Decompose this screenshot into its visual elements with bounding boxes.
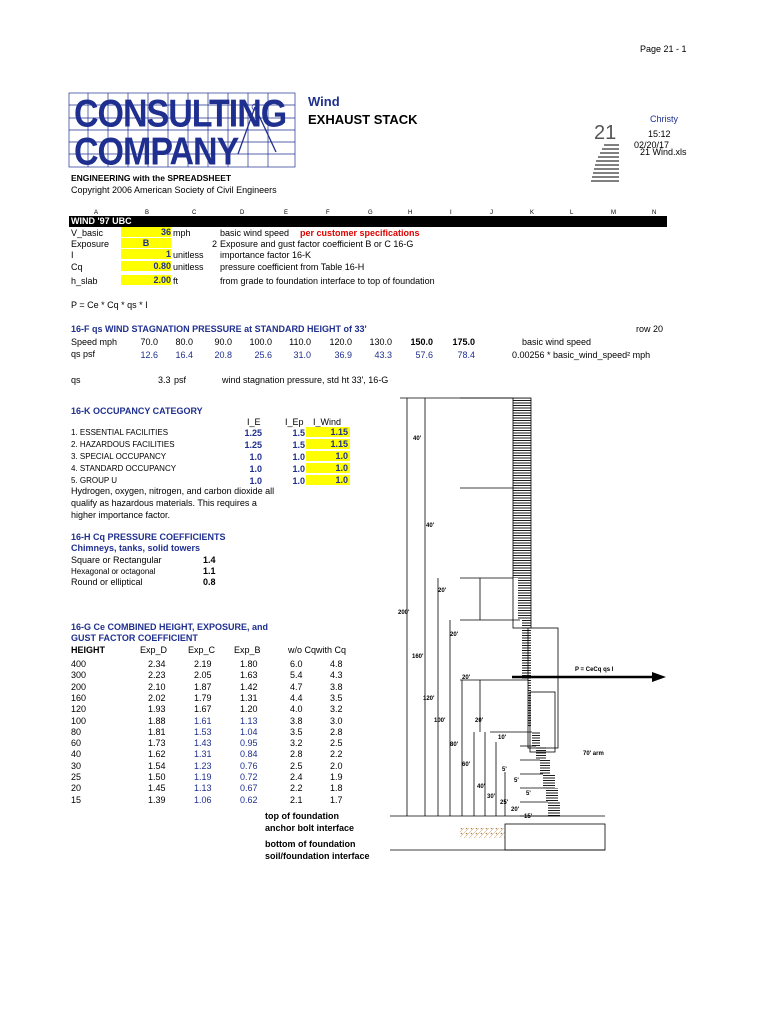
col-letter: J [490, 210, 493, 216]
ce-cell: 4.0 [290, 704, 303, 715]
dim-label: 120' [423, 696, 435, 702]
occupancy-ie: 1.0 [249, 476, 262, 486]
occupancy-iep: 1.5 [292, 440, 305, 450]
ce-header: Exp_C [188, 645, 216, 655]
occupancy-label: 3. SPECIAL OCCUPANCY [71, 452, 167, 461]
file-name: 21 Wind.xls [640, 147, 687, 157]
ce-cell: 4.8 [330, 659, 343, 669]
col-letter: G [368, 210, 373, 216]
occupancy-ie: 1.0 [249, 452, 262, 462]
page-number: Page 21 - 1 [640, 44, 687, 54]
tagline: ENGINEERING with the SPREADSHEET [71, 173, 232, 183]
speed-cell: 130.0 [369, 337, 392, 347]
date: 02/20/17 [634, 140, 670, 150]
ce-cell: 1.20 [240, 704, 258, 715]
col-letter: H [408, 210, 413, 216]
ce-cell: 160 [71, 692, 87, 703]
ce-cell: 3.2 [330, 704, 343, 715]
ce-header: with Cq [316, 645, 347, 655]
dim-label: 20' [438, 588, 447, 594]
occupancy-iw: 1.0 [306, 451, 350, 461]
dim-label: 40' [426, 523, 435, 529]
ce-cell: 6.0 [290, 659, 303, 669]
ce-cell: 1.50 [148, 772, 166, 782]
cq-row-value: 1.4 [203, 555, 216, 565]
speed-cell: 90.0 [214, 337, 232, 347]
occupancy-iep: 1.0 [292, 476, 305, 486]
ce-cell: 25 [71, 772, 82, 782]
cq-subtitle: Chimneys, tanks, solid towers [71, 543, 201, 553]
input-unit: unitless [173, 262, 204, 272]
ce-cell: 1.19 [194, 772, 212, 782]
ce-cell: 1.53 [194, 726, 212, 737]
ce-cell: 5.4 [290, 670, 303, 681]
col-letter: L [570, 210, 574, 216]
qs-cell: 20.8 [214, 350, 232, 360]
dim-label: 60' [462, 762, 471, 768]
occupancy-ie: 1.0 [249, 464, 262, 474]
occupancy-ie: 1.25 [244, 440, 262, 450]
occupancy-iw: 1.15 [306, 439, 350, 449]
ce-cell: 30 [71, 760, 82, 771]
ce-cell: 0.72 [240, 772, 258, 782]
section-banner [69, 216, 667, 227]
ce-header: HEIGHT [71, 645, 106, 655]
dim-label: 15' [524, 814, 533, 820]
ce-cell: 3.8 [330, 681, 343, 692]
dim-label: 5' [502, 767, 507, 773]
cq-row-value: 1.1 [203, 566, 216, 576]
occupancy-iep: 1.5 [292, 428, 305, 438]
ce-cell: 1.9 [330, 772, 343, 782]
input-value[interactable]: 1 [121, 249, 171, 259]
ce-cell: 2.8 [330, 726, 343, 737]
time: 15:12 [648, 129, 671, 139]
dim-label: 5' [514, 778, 519, 784]
ce-cell: 1.06 [194, 794, 212, 805]
ce-cell: 4.3 [330, 670, 343, 681]
ce-cell: 2.4 [290, 772, 303, 782]
qs-cell: 36.9 [334, 350, 352, 360]
qs-cell: 78.4 [457, 350, 475, 360]
ce-cell: 1.31 [194, 749, 212, 760]
occupancy-header-ie: I_E [247, 417, 261, 427]
input-name: h_slab [71, 276, 98, 286]
ce-cell: 3.5 [330, 692, 343, 703]
speed-cell: 100.0 [249, 337, 272, 347]
dim-label: 20' [462, 675, 471, 681]
col-letter: M [611, 210, 616, 216]
dim-label: 5' [526, 791, 531, 797]
occupancy-label: 4. STANDARD OCCUPANCY [71, 464, 177, 473]
sheet-number: 21 [594, 122, 617, 144]
ce-cell: 1.43 [194, 738, 212, 749]
ce-cell: 2.10 [148, 681, 166, 692]
ce-cell: 2.1 [290, 794, 303, 805]
ce-cell: 40 [71, 749, 82, 760]
input-name: Exposure [71, 239, 110, 249]
speed-cell: 70.0 [140, 337, 158, 347]
speed-cell: 120.0 [329, 337, 352, 347]
stack-drawing [380, 392, 670, 872]
section-16f-title: 16-F qs WIND STAGNATION PRESSURE at STANDARD HEIGHT of 33' [71, 324, 367, 334]
doc-title: Wind [308, 94, 340, 109]
ce-title-2: GUST FACTOR COEFFICIENT [71, 633, 198, 643]
qs-cell: 25.6 [254, 350, 272, 360]
occupancy-ie: 1.25 [244, 428, 262, 438]
occupancy-label: 2. HAZARDOUS FACILITIES [71, 440, 175, 449]
ce-cell: 1.45 [148, 783, 166, 794]
input-note: per customer specifications [300, 228, 420, 238]
qs-cell: 57.6 [415, 350, 433, 360]
ce-cell: 1.13 [240, 715, 258, 726]
force-label: P = CeCq qs I [575, 667, 614, 673]
dim-label: 200' [398, 610, 410, 616]
dim-label: 160' [412, 654, 424, 660]
input-unit: unitless [173, 250, 204, 260]
ce-cell: 3.2 [290, 738, 303, 749]
occupancy-title: 16-K OCCUPANCY CATEGORY [71, 406, 203, 416]
ce-cell: 4.7 [290, 681, 303, 692]
ce-cell: 2.19 [194, 659, 212, 669]
ce-cell: 2.5 [330, 738, 343, 749]
ce-header: w/o Cq [288, 645, 317, 655]
occupancy-iw: 1.15 [306, 427, 350, 437]
ce-cell: 400 [71, 659, 87, 669]
input-desc: basic wind speed [220, 228, 290, 238]
input-name: Cq [71, 262, 83, 272]
qs-cell: 43.3 [374, 350, 392, 360]
ce-cell: 3.5 [290, 726, 303, 737]
qs-value: 3.3 [158, 375, 171, 385]
ce-cell: 0.95 [240, 738, 258, 749]
ce-cell: 1.61 [194, 715, 212, 726]
ce-cell: 80 [71, 726, 82, 737]
dim-label: 40' [477, 784, 486, 790]
speed-cell: 80.0 [175, 337, 193, 347]
ce-cell: 1.54 [148, 760, 166, 771]
input-desc: pressure coefficient from Table 16-H [220, 262, 365, 272]
author: Christy [650, 114, 679, 124]
ce-cell: 1.13 [194, 783, 212, 794]
ce-cell: 120 [71, 704, 87, 715]
qs-desc: 0.00256 * basic_wind_speed² mph [512, 350, 651, 360]
cq-row-label: Hexagonal or octagonal [71, 567, 156, 576]
occupancy-iep: 1.0 [292, 452, 305, 462]
input-value[interactable]: 36 [121, 227, 171, 237]
qs-value-label: qs [71, 375, 81, 385]
col-letter: B [145, 210, 150, 216]
qs-cell: 12.6 [140, 350, 158, 360]
ce-cell: 1.8 [330, 783, 343, 794]
occupancy-note-3: higher importance factor. [71, 510, 171, 520]
ce-cell: 0.84 [240, 749, 258, 760]
dim-label: 100' [434, 718, 446, 724]
dim-label: 20' [511, 807, 520, 813]
soil-label-2: soil/foundation interface [265, 851, 370, 861]
ce-cell: 2.0 [330, 760, 343, 771]
ce-cell: 300 [71, 670, 87, 681]
dim-label: 10' [498, 735, 507, 741]
doc-subtitle: EXHAUST STACK [308, 112, 418, 127]
ce-cell: 2.8 [290, 749, 303, 760]
logo-line1: CONSULTING [74, 92, 287, 136]
ce-cell: 1.93 [148, 704, 166, 715]
ce-cell: 2.23 [148, 670, 166, 681]
ce-cell: 2.2 [290, 783, 303, 794]
ce-cell: 1.73 [148, 738, 166, 749]
occupancy-header-iep: I_Ep [285, 417, 304, 427]
logo-line2: COMPANY [74, 130, 239, 174]
banner-label: WIND '97 UBC [71, 216, 132, 226]
input-value[interactable]: 0.80 [121, 261, 171, 271]
ce-cell: 2.2 [330, 749, 343, 760]
foundation-label-1: top of foundation [265, 811, 339, 821]
input-desc: from grade to foundation interface to top of foundation [220, 276, 435, 286]
input-name: I [71, 250, 74, 260]
ce-cell: 60 [71, 738, 82, 749]
formula: P = Ce * Cq * qs * I [71, 300, 148, 310]
col-letter: A [94, 210, 99, 216]
ce-title-1: 16-G Ce COMBINED HEIGHT, EXPOSURE, and [71, 622, 269, 632]
qs-label: qs psf [71, 349, 96, 359]
ce-cell: 4.4 [290, 692, 303, 703]
cq-title: 16-H Cq PRESSURE COEFFICIENTS [71, 532, 226, 542]
ce-cell: 1.7 [330, 794, 343, 805]
occupancy-note-2: qualify as hazardous materials. This requires a [71, 498, 257, 508]
dim-label: 20' [450, 632, 459, 638]
qs-cell: 16.4 [175, 350, 193, 360]
occupancy-label: 5. GROUP U [71, 476, 118, 485]
occupancy-iw: 1.0 [306, 463, 350, 473]
input-name: V_basic [71, 228, 104, 238]
ce-cell: 1.39 [148, 794, 166, 805]
col-letter: N [652, 210, 657, 216]
dim-label: 25' [500, 800, 509, 806]
copyright: Copyright 2006 American Society of Civil Engineers [71, 185, 277, 195]
ce-cell: 1.31 [240, 692, 258, 703]
input-value[interactable]: B [121, 238, 171, 248]
input-unit: ft [173, 276, 179, 286]
col-letter: D [240, 210, 245, 216]
ce-cell: 1.87 [194, 681, 212, 692]
col-letter: E [284, 210, 289, 216]
mini-stack-icon [590, 144, 620, 182]
ce-cell: 1.23 [194, 760, 212, 771]
ce-cell: 0.67 [240, 783, 258, 794]
ce-cell: 100 [71, 715, 87, 726]
ce-cell: 1.80 [240, 659, 258, 669]
cq-row-label: Square or Rectangular [71, 555, 162, 565]
input-value[interactable]: 2.00 [121, 275, 171, 285]
dim-label: 20' [475, 718, 484, 724]
qs-value-desc: wind stagnation pressure, std ht 33', 16-G [222, 375, 389, 385]
occupancy-iw: 1.0 [306, 475, 350, 485]
input-unit: 2 [212, 239, 218, 249]
occupancy-iep: 1.0 [292, 464, 305, 474]
ce-header: Exp_D [140, 645, 168, 655]
speed-label: Speed mph [71, 337, 118, 347]
foundation-label-2: anchor bolt interface [265, 823, 355, 833]
ce-cell: 2.02 [148, 692, 166, 703]
ce-cell: 1.81 [148, 726, 166, 737]
ce-cell: 0.62 [240, 794, 258, 805]
occupancy-header-iw: I_Wind [313, 417, 342, 427]
ce-cell: 15 [71, 794, 82, 805]
ce-cell: 3.8 [290, 715, 303, 726]
ce-header: Exp_B [234, 645, 261, 655]
input-unit: mph [173, 228, 191, 238]
dim-label: 40' [413, 436, 422, 442]
input-desc: importance factor 16-K [220, 250, 312, 260]
speed-cell: 175.0 [452, 337, 475, 347]
cq-row-label: Round or elliptical [71, 577, 143, 587]
ce-cell: 1.88 [148, 715, 166, 726]
mini-stack-graphic [590, 144, 620, 182]
ce-cell: 2.34 [148, 659, 166, 669]
col-letter: F [326, 210, 330, 216]
speed-cell: 150.0 [410, 337, 433, 347]
ce-cell: 2.05 [194, 670, 212, 681]
ce-cell: 1.42 [240, 681, 258, 692]
soil-label-1: bottom of foundation [265, 839, 356, 849]
ce-cell: 2.5 [290, 760, 303, 771]
col-letter: I [450, 210, 452, 216]
ce-cell: 1.04 [240, 726, 258, 737]
col-letter: K [530, 210, 535, 216]
ce-cell: 1.62 [148, 749, 166, 760]
qs-value-unit: psf [174, 375, 187, 385]
qs-cell: 31.0 [293, 350, 311, 360]
occupancy-note-1: Hydrogen, oxygen, nitrogen, and carbon dioxide all [71, 486, 275, 496]
row-note: row 20 [636, 324, 664, 334]
speed-cell: 110.0 [289, 337, 311, 347]
speed-desc: basic wind speed [522, 337, 592, 347]
ce-cell: 1.79 [194, 692, 212, 703]
col-letter: C [192, 210, 197, 216]
cq-row-value: 0.8 [203, 577, 216, 587]
dim-label: 30' [487, 794, 496, 800]
ce-cell: 0.76 [240, 760, 258, 771]
dim-label: 80' [450, 742, 459, 748]
ce-cell: 20 [71, 783, 82, 794]
ce-cell: 1.67 [194, 704, 212, 715]
ce-cell: 200 [71, 681, 87, 692]
input-desc: Exposure and gust factor coefficient B or C 16-G [220, 239, 414, 249]
occupancy-label: 1. ESSENTIAL FACILITIES [71, 428, 169, 437]
ce-cell: 1.63 [240, 670, 258, 681]
arm-label: 70' arm [583, 751, 604, 757]
stack-diagram [380, 392, 670, 872]
company-logo [68, 92, 308, 174]
ce-cell: 3.0 [330, 715, 343, 726]
